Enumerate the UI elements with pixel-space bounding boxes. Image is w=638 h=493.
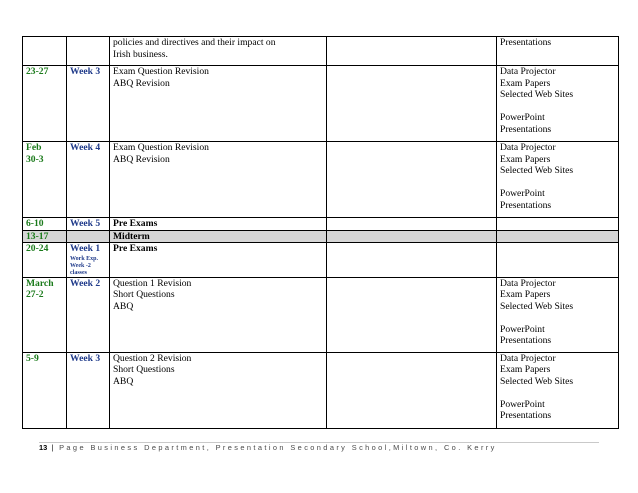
content-line: Midterm (113, 230, 150, 242)
method-cell (327, 277, 497, 352)
resource-line: Presentations (500, 335, 552, 346)
resource-line: Selected Web Sites (500, 165, 574, 176)
resource-line: Selected Web Sites (500, 375, 574, 387)
resource-line: PowerPoint (500, 323, 545, 335)
table-row (23, 142, 619, 218)
content-line: ABQ (113, 375, 134, 387)
page-word: Page (59, 443, 86, 452)
week-cell (67, 243, 110, 278)
resources-cell (497, 352, 619, 428)
content-line: Irish business. (113, 48, 168, 60)
week-label: Week 3 (70, 66, 101, 77)
content-cell (110, 66, 327, 142)
resource-line: PowerPoint (500, 112, 545, 123)
content-cell (110, 243, 327, 278)
table-row (23, 230, 619, 243)
table-row (23, 37, 619, 66)
resources-cell (497, 142, 619, 218)
week-cell (67, 352, 110, 428)
week-cell (67, 218, 110, 231)
date-cell: 5-9 (23, 352, 67, 428)
week-label: Week 1 (70, 243, 101, 254)
method-cell (327, 142, 497, 218)
resource-line: Data Projector (500, 66, 556, 77)
resource-line: Exam Papers (500, 289, 551, 300)
resources-cell (497, 277, 619, 352)
content-line: Question 1 Revision (113, 277, 192, 289)
scheme-of-work-table (22, 36, 619, 429)
week-cell (67, 66, 110, 142)
method-cell (327, 352, 497, 428)
table-row (23, 218, 619, 231)
resource-line: Selected Web Sites (500, 300, 574, 312)
date-cell: 6-10 (23, 218, 67, 231)
table-row (23, 277, 619, 352)
resource-line: Presentations (500, 123, 552, 135)
resources-cell (497, 230, 619, 243)
date-cell: 13-17 (23, 230, 67, 243)
page-number: 13 (39, 443, 48, 452)
content-line: Exam Question Revision (113, 66, 209, 77)
footer-separator: | (51, 443, 55, 452)
date-cell: 20-24 (23, 243, 67, 278)
week-label: Week 5 (70, 218, 101, 229)
resource-line: Data Projector (500, 142, 556, 153)
resources-cell (497, 66, 619, 142)
resource-line (500, 177, 615, 189)
date-cell: March 27-2 (23, 277, 67, 352)
resource-line: Selected Web Sites (500, 89, 574, 100)
page-footer (39, 442, 599, 452)
content-cell (110, 218, 327, 231)
table-row (23, 66, 619, 142)
method-cell (327, 66, 497, 142)
date-cell (23, 37, 67, 66)
resource-line: Exam Papers (500, 364, 551, 375)
week-cell (67, 37, 110, 66)
date-cell: 23-27 (23, 66, 67, 142)
resource-line: PowerPoint (500, 188, 545, 199)
content-line: Short Questions (113, 364, 175, 375)
week-cell (67, 230, 110, 243)
week-note: Work Exp. Week -2 classes (70, 255, 99, 276)
resource-line: Presentations (500, 410, 552, 421)
week-label: Week 2 (70, 277, 101, 289)
resource-line: Exam Papers (500, 77, 551, 89)
week-label: Week 3 (70, 352, 101, 364)
content-cell (110, 37, 327, 66)
content-line: ABQ Revision (113, 153, 170, 165)
content-cell (110, 277, 327, 352)
week-cell (67, 142, 110, 218)
resources-cell (497, 218, 619, 231)
content-line: Exam Question Revision (113, 142, 209, 153)
method-cell (327, 218, 497, 231)
content-line: ABQ Revision (113, 77, 170, 89)
resource-line (500, 312, 615, 324)
content-line: policies and directives and their impact on (113, 37, 276, 48)
resource-line (500, 101, 615, 113)
footer-text: Business Department, Presentation Secondary School,Miltown, Co. Kerry (90, 443, 497, 452)
content-line: Pre Exams (113, 243, 158, 254)
content-line: Pre Exams (113, 218, 158, 229)
method-cell (327, 243, 497, 278)
content-line: Short Questions (113, 289, 175, 300)
resource-line: Presentations (500, 199, 552, 211)
content-line: ABQ (113, 300, 134, 312)
content-cell (110, 142, 327, 218)
resource-line: Data Projector (500, 352, 556, 364)
method-cell (327, 230, 497, 243)
content-cell (110, 352, 327, 428)
date-cell: Feb 30-3 (23, 142, 67, 218)
table-row (23, 243, 619, 278)
resource-line: Exam Papers (500, 153, 551, 165)
resources-cell (497, 243, 619, 278)
resource-line: PowerPoint (500, 398, 545, 410)
resource-line: Data Projector (500, 277, 556, 289)
content-cell (110, 230, 327, 243)
content-line: Question 2 Revision (113, 352, 192, 364)
table-row (23, 352, 619, 428)
week-label: Week 4 (70, 142, 101, 153)
resources-cell (497, 37, 619, 66)
week-cell (67, 277, 110, 352)
resource-line: Presentations (500, 37, 552, 48)
method-cell (327, 37, 497, 66)
resource-line (500, 387, 615, 399)
